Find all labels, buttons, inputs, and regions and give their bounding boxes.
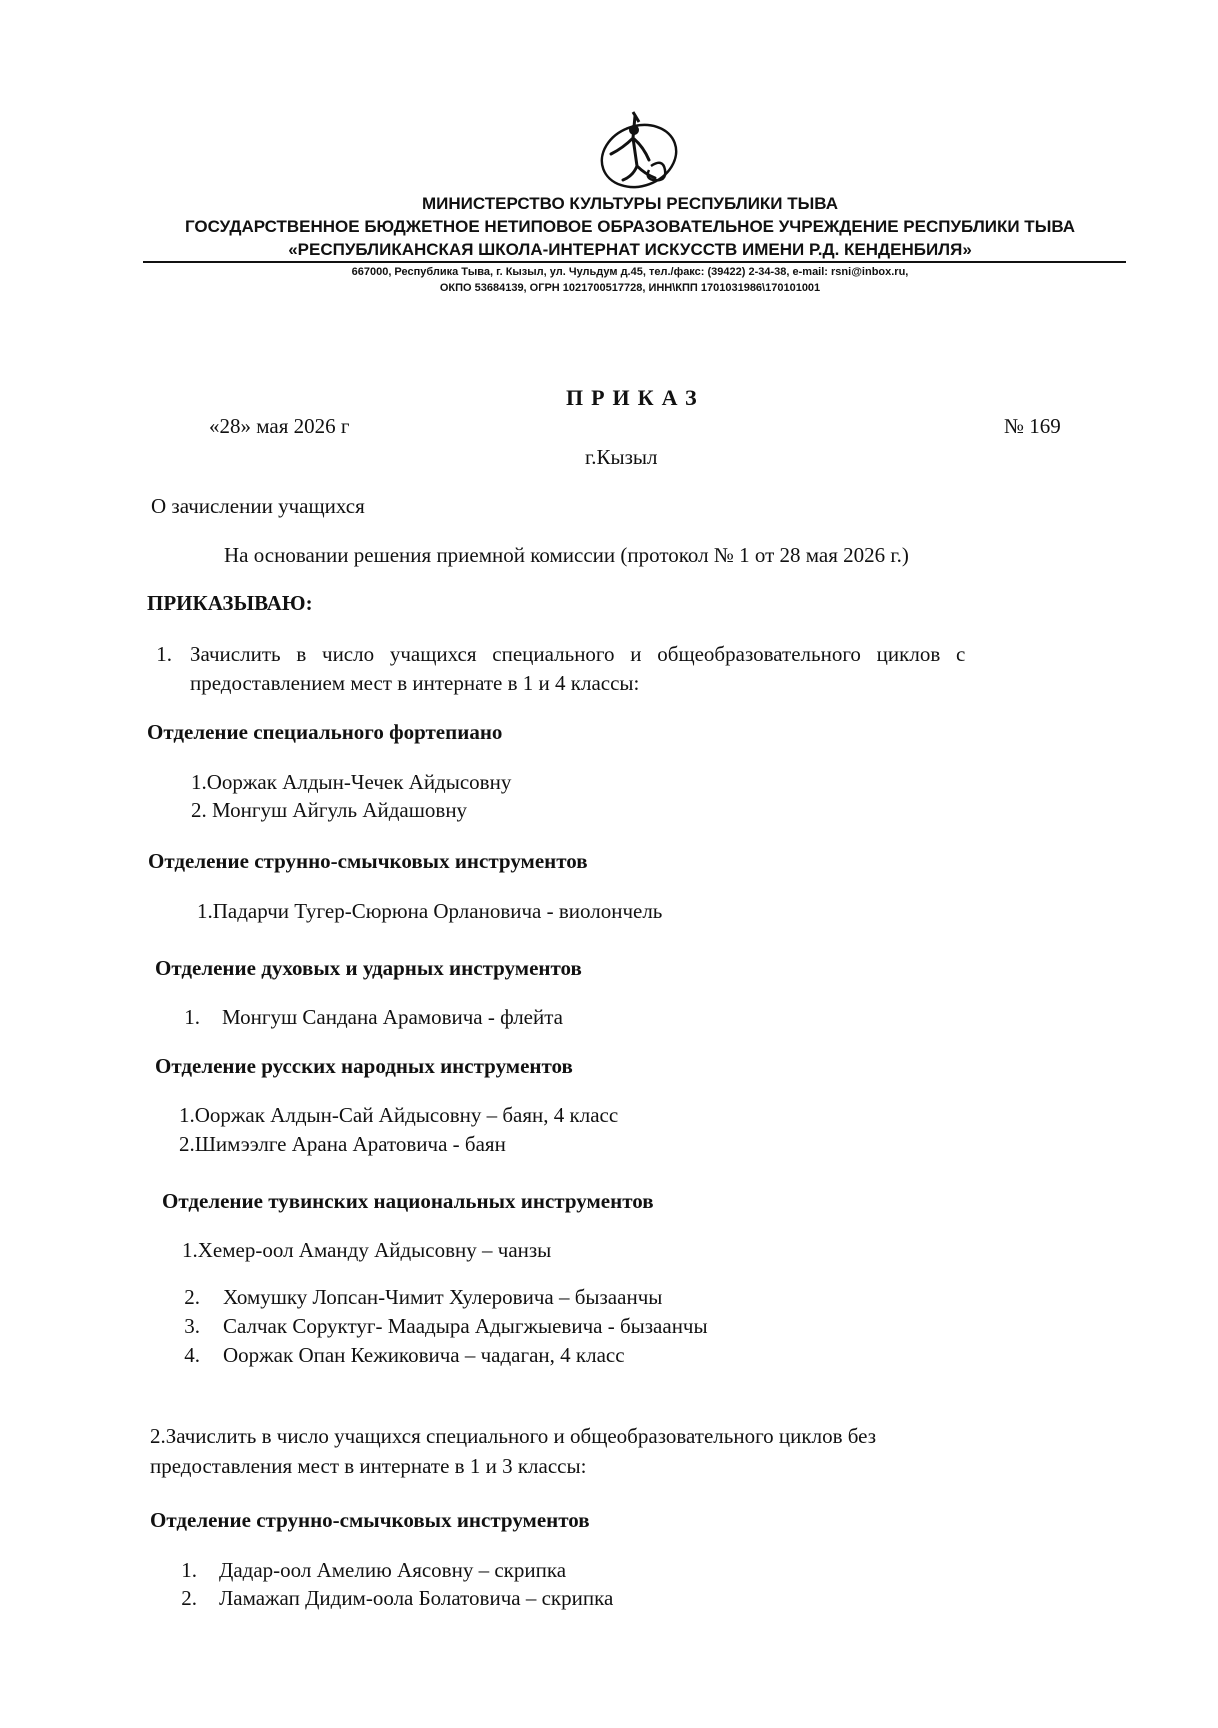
item-1-text-line1: Зачислить в число учащихся специального и общеобразовательного циклов с (190, 642, 966, 666)
school-emblem-icon (593, 108, 681, 194)
institution-name: ГОСУДАРСТВЕННОЕ БЮДЖЕТНОЕ НЕТИПОВОЕ ОБРАЗОВАТЕЛЬНОЕ УЧРЕЖДЕНИЕ РЕСПУБЛИКИ ТЫВА (184, 217, 1076, 236)
list-item: 1.Падарчи Тугер-Сюрюна Орлановича - виолончель (197, 899, 663, 923)
list-item: Салчак Соруктуг- Маадыра Адыгжыевича - бызаанчы (223, 1314, 708, 1338)
list-item: Ламажап Дидим-оола Болатовича – скрипка (219, 1586, 614, 1610)
list-item: 2. Монгуш Айгуль Айдашовну (191, 798, 468, 822)
item-2-text-line2: предоставления мест в интернате в 1 и 3 классы: (150, 1454, 587, 1478)
school-address: 667000, Республика Тыва, г. Кызыл, ул. Чульдум д.45, тел./факс: (39422) 2-34-38, e-mail: rsni@inbox.ru, (351, 266, 909, 278)
order-date: «28» мая 2026 г (209, 414, 350, 438)
list-item: 1.Ооржак Алдын-Сай Айдысовну – баян, 4 класс (179, 1103, 619, 1127)
dept-wind-title: Отделение духовых и ударных инструментов (155, 956, 582, 980)
item-1-text-line2: предоставлением мест в интернате в 1 и 4 классы: (190, 671, 640, 695)
order-title: ПРИКАЗ (566, 385, 705, 410)
item-2-text-line1: 2.Зачислить в число учащихся специального и общеобразовательного циклов без (150, 1424, 877, 1448)
dept-strings-title: Отделение струнно-смычковых инструментов (148, 849, 588, 873)
dept-strings-2-title: Отделение струнно-смычковых инструментов (150, 1508, 590, 1532)
order-directive: ПРИКАЗЫВАЮ: (147, 591, 313, 615)
list-number: 3. (184, 1314, 200, 1338)
list-number: 4. (184, 1343, 200, 1367)
school-codes: ОКПО 53684139, ОГРН 1021700517728, ИНН\КПП 1701031986\170101001 (439, 282, 821, 294)
ministry-name: МИНИСТЕРСТВО КУЛЬТУРЫ РЕСПУБЛИКИ ТЫВА (422, 194, 838, 213)
school-name: «РЕСПУБЛИКАНСКАЯ ШКОЛА-ИНТЕРНАТ ИСКУССТВ ИМЕНИ Р.Д. КЕНДЕНБИЛЯ» (288, 240, 972, 259)
list-item: 2.Шимээлге Арана Аратовича - баян (179, 1132, 506, 1156)
dept-folk-title: Отделение русских народных инструментов (155, 1054, 573, 1078)
list-number: 2. (181, 1586, 197, 1610)
list-item: 1.Хемер-оол Аманду Айдысовну – чанзы (182, 1238, 552, 1262)
header-divider (143, 261, 1126, 263)
list-item: Дадар-оол Амелию Аясовну – скрипка (219, 1558, 567, 1582)
order-number: № 169 (1004, 414, 1061, 438)
list-number: 2. (184, 1285, 200, 1309)
list-number: 1. (181, 1558, 197, 1582)
dept-tuvan-title: Отделение тувинских национальных инструментов (162, 1189, 654, 1213)
list-item: Монгуш Сандана Арамовича - флейта (222, 1005, 563, 1029)
list-item: Ооржак Опан Кежиковича – чадаган, 4 класс (223, 1343, 625, 1367)
dept-piano-title: Отделение специального фортепиано (147, 720, 503, 744)
list-number: 1. (184, 1005, 200, 1029)
item-1-number: 1. (156, 642, 172, 666)
list-item: Хомушку Лопсан-Чимит Хулеровича – бызаанчы (223, 1285, 663, 1309)
list-item: 1.Ооржак Алдын-Чечек Айдысовну (191, 770, 512, 794)
order-basis: На основании решения приемной комиссии (протокол № 1 от 28 мая 2026 г.) (224, 543, 909, 567)
order-subject: О зачислении учащихся (151, 494, 365, 518)
order-city: г.Кызыл (585, 445, 658, 469)
